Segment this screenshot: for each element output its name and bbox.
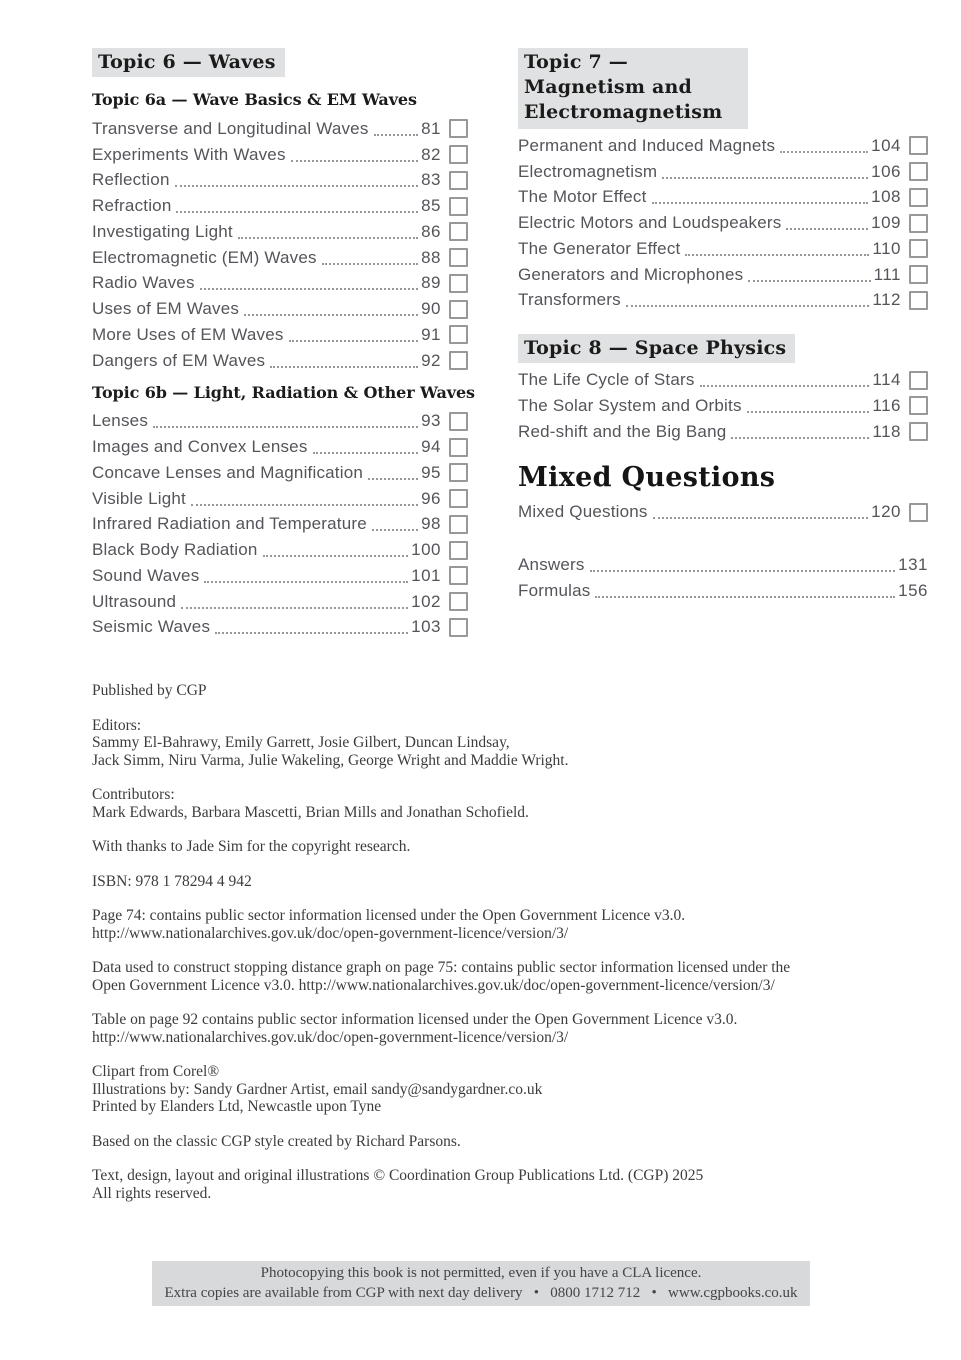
toc-left-column <box>92 48 475 640</box>
colophon-line: http://www.nationalarchives.gov.uk/doc/open-government-licence/version/3/ <box>92 1028 569 1046</box>
colophon-line: Data used to construct stopping distance graph on page 75: contains public sector information licensed under the <box>92 959 791 976</box>
dotted-leader <box>181 602 408 609</box>
dotted-leader <box>200 283 418 290</box>
toc-entry-label: The Solar System and Orbits <box>518 395 742 415</box>
toc-entry <box>92 219 468 245</box>
toc-entry-label: Electric Motors and Loudspeakers <box>518 213 782 233</box>
tick-box <box>449 119 468 138</box>
dotted-leader <box>374 129 419 136</box>
tick-box <box>909 396 928 415</box>
toc-entry <box>518 552 928 578</box>
toc-entry <box>92 193 468 219</box>
toc-entry <box>92 460 468 486</box>
toc-section <box>518 552 928 604</box>
toc-entry <box>92 271 468 297</box>
tick-box <box>449 618 468 637</box>
toc-entry-label: Reflection <box>92 170 170 190</box>
tick-box <box>449 412 468 431</box>
toc-entry-label: Experiments With Waves <box>92 144 286 164</box>
toc-entry-page: 88 <box>421 247 441 267</box>
footer-contact-line: Extra copies are available from CGP with next day delivery • 0800 1712 712 • www.cgpbooks.co.uk <box>164 1284 798 1301</box>
tick-box <box>449 541 468 560</box>
tick-box <box>449 171 468 190</box>
toc-entry-label: Uses of EM Waves <box>92 299 240 319</box>
tick-box <box>449 438 468 457</box>
toc-entry-page: 92 <box>421 350 441 370</box>
toc-entry-page: 114 <box>872 370 901 390</box>
colophon-line: Contributors: <box>92 786 175 803</box>
dotted-leader <box>590 565 896 572</box>
colophon-paragraph <box>92 907 852 942</box>
toc-entry <box>92 563 468 589</box>
toc-entry-page: 91 <box>421 324 441 344</box>
topic-subheading: Topic 6b — Light, Radiation & Other Waves <box>92 382 475 402</box>
toc-right-column <box>518 48 928 640</box>
tick-box <box>449 197 468 216</box>
toc-entry-page: 112 <box>872 290 901 310</box>
dotted-leader <box>662 172 868 179</box>
dotted-leader <box>175 180 418 187</box>
toc-entry-label: Answers <box>518 555 585 575</box>
colophon-paragraph <box>92 786 852 821</box>
topic-heading: Topic 8 — Space Physics <box>518 334 795 363</box>
toc-entry-label: Visible Light <box>92 488 186 508</box>
tick-box <box>449 592 468 611</box>
toc-entry-label: Images and Convex Lenses <box>92 437 308 457</box>
dotted-leader <box>731 432 869 439</box>
toc-section <box>518 334 928 444</box>
toc-entry <box>92 245 468 271</box>
toc-entry-label: Black Body Radiation <box>92 540 258 560</box>
tick-box <box>449 274 468 293</box>
toc-entry-label: Dangers of EM Waves <box>92 350 266 370</box>
colophon-paragraph <box>92 1063 852 1116</box>
dotted-leader <box>238 232 418 239</box>
tick-box <box>449 489 468 508</box>
tick-box <box>449 145 468 164</box>
toc-entry-page: 101 <box>411 565 441 585</box>
toc-entry-label: Infrared Radiation and Temperature <box>92 514 367 534</box>
toc-entry-page: 95 <box>421 462 441 482</box>
toc-entry <box>518 393 928 419</box>
toc-section <box>518 462 928 526</box>
colophon-line: Published by CGP <box>92 682 207 699</box>
toc-entry <box>518 367 928 393</box>
toc-entry-label: Sound Waves <box>92 565 200 585</box>
toc-entry-page: 100 <box>411 540 441 560</box>
tick-box <box>449 515 468 534</box>
toc-entry <box>518 500 928 526</box>
toc-entry <box>92 615 468 641</box>
topic-subheading: Topic 6a — Wave Basics & EM Waves <box>92 90 417 109</box>
colophon-line: Table on page 92 contains public sector information licensed under the Open Government Licence v3.0. <box>92 1011 738 1028</box>
dotted-leader <box>372 524 418 531</box>
tick-box <box>909 239 928 258</box>
toc-entry <box>92 296 468 322</box>
dotted-leader <box>191 499 418 506</box>
toc-entry-page: 81 <box>421 118 441 138</box>
toc-entry-page: 118 <box>872 421 901 441</box>
dotted-leader <box>780 146 868 153</box>
footer-notice <box>152 1261 810 1306</box>
toc-entry-page: 111 <box>873 264 901 284</box>
dotted-leader <box>291 155 418 162</box>
dotted-leader <box>626 300 870 307</box>
toc-entry <box>518 210 928 236</box>
toc-entry <box>92 537 468 563</box>
toc-entry-page: 89 <box>421 273 441 293</box>
tick-box <box>909 214 928 233</box>
toc-entry-label: Refraction <box>92 196 172 216</box>
toc-entry-label: The Motor Effect <box>518 187 647 207</box>
toc-entry-label: Concave Lenses and Magnification <box>92 462 364 482</box>
topic-heading: Topic 7 — Magnetism and Electromagnetism <box>518 48 748 129</box>
footer-photocopy-line: Photocopying this book is not permitted, even if you have a CLA licence. <box>260 1265 702 1281</box>
toc-entry <box>92 486 468 512</box>
dotted-leader <box>748 275 870 282</box>
toc-entry-page: 93 <box>421 411 441 431</box>
colophon-paragraph <box>92 873 852 891</box>
toc-entry-page: 156 <box>898 580 928 600</box>
colophon-line: Illustrations by: Sandy Gardner Artist, email sandy@sandygardner.co.uk <box>92 1080 543 1098</box>
dotted-leader <box>322 258 418 265</box>
tick-box <box>909 291 928 310</box>
toc-entry <box>92 142 468 168</box>
tick-box <box>449 248 468 267</box>
dotted-leader <box>176 206 418 213</box>
colophon-line: Printed by Elanders Ltd, Newcastle upon Tyne <box>92 1098 382 1115</box>
dotted-leader <box>270 361 418 368</box>
toc-entry-page: 110 <box>872 238 901 258</box>
toc-entry <box>92 348 468 374</box>
toc-entry <box>518 262 928 288</box>
toc-entry <box>518 236 928 262</box>
toc-entry-page: 85 <box>421 196 441 216</box>
tick-box <box>449 300 468 319</box>
toc-entry-page: 96 <box>421 488 441 508</box>
tick-box <box>449 222 468 241</box>
tick-box <box>449 325 468 344</box>
colophon-line: Clipart from Corel® <box>92 1063 220 1080</box>
toc-entry <box>518 419 928 445</box>
toc-entry-label: Ultrasound <box>92 591 177 611</box>
toc-entry-label: Formulas <box>518 580 591 600</box>
toc-entry <box>518 578 928 604</box>
toc-entry-page: 104 <box>871 135 901 155</box>
colophon-paragraph <box>92 1167 852 1202</box>
dotted-leader <box>244 309 418 316</box>
colophon-paragraph <box>92 1133 852 1151</box>
toc-entry <box>92 589 468 615</box>
colophon-line: Jack Simm, Niru Varma, Julie Wakeling, George Wright and Maddie Wright. <box>92 751 569 769</box>
dotted-leader <box>747 406 870 413</box>
dotted-leader <box>153 421 418 428</box>
toc-entry-label: Permanent and Induced Magnets <box>518 135 776 155</box>
dotted-leader <box>700 380 870 387</box>
tick-box <box>909 371 928 390</box>
colophon-line: Based on the classic CGP style created by Richard Parsons. <box>92 1132 461 1150</box>
toc-entry-label: The Generator Effect <box>518 238 681 258</box>
toc-entry-label: Lenses <box>92 411 149 431</box>
toc-entry-label: Seismic Waves <box>92 617 211 637</box>
dotted-leader <box>653 512 869 519</box>
toc-entry <box>92 116 468 142</box>
toc-entry <box>518 185 928 211</box>
toc-entry-page: 83 <box>421 170 441 190</box>
toc-entry-page: 90 <box>421 299 441 319</box>
toc-entry-label: Investigating Light <box>92 221 233 241</box>
toc-entry-page: 108 <box>871 187 901 207</box>
toc-entry-label: Generators and Microphones <box>518 264 744 284</box>
toc-entry-label: Electromagnetic (EM) Waves <box>92 247 317 267</box>
dotted-leader <box>313 447 419 454</box>
dotted-leader <box>215 627 408 634</box>
tick-box <box>909 265 928 284</box>
toc-entry-page: 116 <box>872 395 901 415</box>
colophon-line: Mark Edwards, Barbara Mascetti, Brian Mills and Jonathan Schofield. <box>92 803 529 821</box>
dotted-leader <box>289 335 419 342</box>
tick-box <box>909 162 928 181</box>
colophon-paragraph <box>92 682 852 700</box>
colophon-line: ISBN: 978 1 78294 4 942 <box>92 872 252 890</box>
colophon-line: Text, design, layout and original illustrations © Coordination Group Publications Ltd. (CGP) 2025 <box>92 1167 704 1184</box>
toc-entry-page: 98 <box>421 514 441 534</box>
tick-box <box>909 188 928 207</box>
dotted-leader <box>652 197 869 204</box>
colophon-line: With thanks to Jade Sim for the copyright research. <box>92 838 411 855</box>
toc-entry-label: Radio Waves <box>92 273 195 293</box>
tick-box <box>449 351 468 370</box>
tick-box <box>449 463 468 482</box>
tick-box <box>909 503 928 522</box>
dotted-leader <box>204 576 408 583</box>
tick-box <box>909 422 928 441</box>
toc-entry-label: Transverse and Longitudinal Waves <box>92 118 369 138</box>
colophon-line: Page 74: contains public sector information licensed under the Open Government Licence v3.0. <box>92 907 686 924</box>
colophon <box>92 682 852 1219</box>
toc-entry-page: 120 <box>871 502 901 522</box>
colophon-paragraph <box>92 959 852 994</box>
toc-entry-page: 103 <box>411 617 441 637</box>
colophon-line: Sammy El-Bahrawy, Emily Garrett, Josie Gilbert, Duncan Lindsay, <box>92 734 510 751</box>
colophon-line: All rights reserved. <box>92 1184 212 1202</box>
topic-heading: Topic 6 — Waves <box>92 48 285 77</box>
toc-entry <box>92 168 468 194</box>
toc-entry <box>92 322 468 348</box>
toc-entry <box>92 409 468 435</box>
toc-entry-page: 102 <box>411 591 441 611</box>
toc-entry-page: 131 <box>898 555 928 575</box>
colophon-line: http://www.nationalarchives.gov.uk/doc/open-government-licence/version/3/ <box>92 924 569 942</box>
colophon-paragraph <box>92 838 852 856</box>
toc-entry <box>92 434 468 460</box>
dotted-leader <box>368 473 418 480</box>
table-of-contents <box>92 48 928 640</box>
dotted-leader <box>263 550 409 557</box>
toc-entry-page: 106 <box>871 161 901 181</box>
toc-entry <box>518 159 928 185</box>
toc-entry-label: The Life Cycle of Stars <box>518 370 695 390</box>
dotted-leader <box>595 591 895 598</box>
toc-entry-page: 94 <box>421 437 441 457</box>
toc-entry-label: Mixed Questions <box>518 502 648 522</box>
toc-entry <box>92 512 468 538</box>
tick-box <box>449 566 468 585</box>
tick-box <box>909 136 928 155</box>
toc-section <box>518 48 928 313</box>
dotted-leader <box>685 249 869 256</box>
toc-entry-label: Red-shift and the Big Bang <box>518 421 727 441</box>
topic-heading: Mixed Questions <box>518 461 776 493</box>
colophon-paragraph <box>92 1011 852 1046</box>
toc-entry-page: 109 <box>871 213 901 233</box>
toc-entry-page: 86 <box>421 221 441 241</box>
toc-entry-page: 82 <box>421 144 441 164</box>
toc-entry-label: Transformers <box>518 290 621 310</box>
toc-entry-label: More Uses of EM Waves <box>92 324 284 344</box>
colophon-paragraph <box>92 717 852 770</box>
toc-section <box>92 48 475 640</box>
toc-entry <box>518 288 928 314</box>
toc-entry-label: Electromagnetism <box>518 161 658 181</box>
colophon-line: Editors: <box>92 716 142 734</box>
toc-entry <box>518 133 928 159</box>
dotted-leader <box>786 223 868 230</box>
colophon-line: Open Government Licence v3.0. http://www.nationalarchives.gov.uk/doc/open-government-licence/version/3/ <box>92 976 775 994</box>
